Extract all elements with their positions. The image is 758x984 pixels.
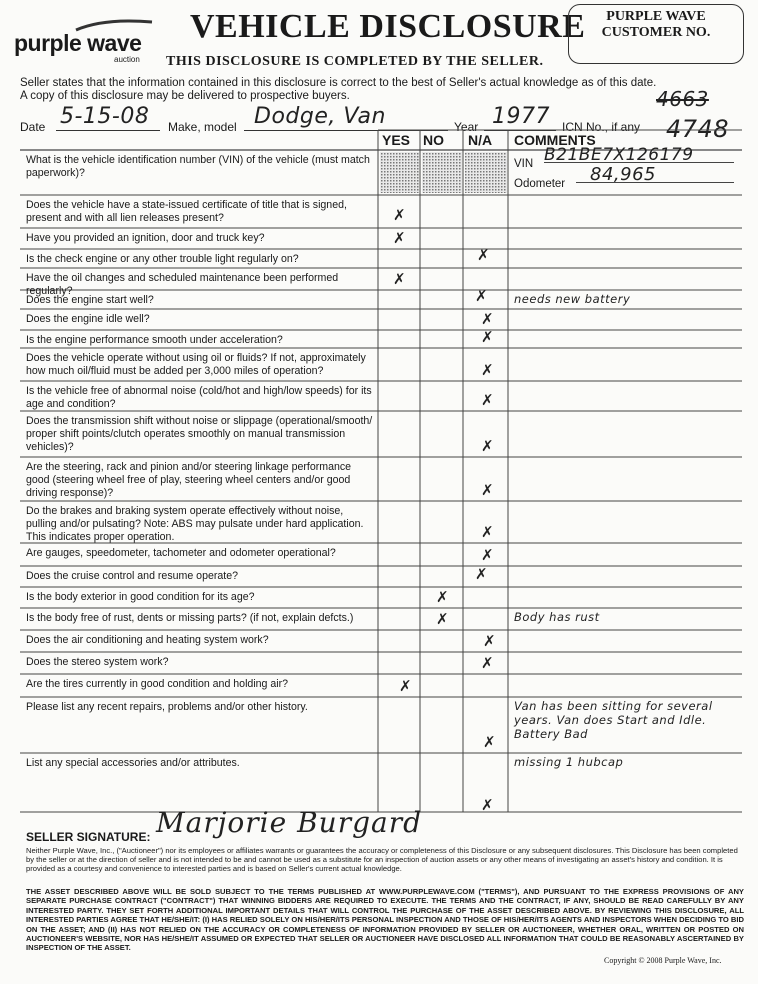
question-text: Are the steering, rack and pinion and/or steering linkage performance good (steering wheel free of play, steering wheel centers and/or good driving response)? [26, 461, 352, 499]
question-text: List any special accessories and/or attributes. [26, 757, 240, 769]
question-text: Does the vehicle operate without using oil or fluids? If not, approximately how much oil/fluid must be added per 3,000 miles of operation? [26, 352, 366, 377]
answer-mark-na[interactable]: ✗ [483, 733, 497, 751]
intro-line-2: A copy of this disclosure may be delivered to prospective buyers. [20, 90, 350, 102]
question-text: Have the oil changes and scheduled maintenance been performed regularly? [26, 272, 339, 297]
answer-mark-na[interactable]: ✗ [483, 632, 497, 650]
make-model-field[interactable]: Dodge, Van [244, 104, 448, 131]
terms-text: THE ASSET DESCRIBED ABOVE WILL BE SOLD SUBJECT TO THE TERMS PUBLISHED AT WWW.PURPLEWAVE.COM ("TERMS"), AND PURSUANT TO THE EXPRESS PROVISIONS OF ANY SEPARATE PURCHASE CONTRACT ("CONTRACT") THAT WINNING BIDDERS ARE REQUIRED TO EXECUTE. THE TERMS AND THE CONTRACT, IF ANY, SHOULD BE READ CAREFULLY BY ANY INTERESTED PARTY. THEY SET FORTH ADDITIONAL IMPORTANT DETAILS THAT WILL CONTROL THE PURCHASE OF THE ASSET DESCRIBED ABOVE. BY REVIEWING THIS DISCLOSURE, ALL INTERESTED PARTIES AGREE THAT HE/SHE/IT: (I) HAS RELIED SOLELY ON HIS/HER/ITS PERSONAL INSPECTION AND THOSE OF HIS/HER/ITS AGENTS AND INSPECTORS WHEN DECIDING TO BID ON THE ASSET; AND (II) HAS NOT RELIED ON THE ACCURACY OR COMPLETENESS OF INFORMATION PROVIDED BY SELLER OR AUCTIONEER, WHETHER ORAL, WRITTEN OR POSTED ON AUCTIONEER'S WEBSITE, NOR HAS HE/SHE/IT ASSUMED OR EXPECTED THAT SELLER OR AUCTIONEER HAVE DISCLOSED ALL INFORMATION THAT COULD BE REASONABLY ASCERTAINED BY INSPECTION OF THE ASSET. [26, 887, 744, 953]
odometer-label: Odometer [514, 178, 566, 190]
question-text: Does the cruise control and resume operate? [26, 570, 238, 582]
col-header-comments: COMMENTS [514, 132, 596, 148]
seller-signature[interactable]: Marjorie Burgard [156, 806, 423, 839]
answer-mark-na[interactable]: ✗ [475, 287, 489, 305]
intro-text [20, 77, 745, 103]
question-text: Is the vehicle free of abnormal noise (cold/hot and high/low speeds) for its age and condition? [26, 385, 372, 410]
vin-row-shading [380, 152, 507, 193]
signature-label: SELLER SIGNATURE: [26, 830, 151, 844]
question-text: Does the air conditioning and heating system work? [26, 634, 269, 646]
answer-mark-na[interactable]: ✗ [481, 523, 495, 541]
answer-mark-yes[interactable]: ✗ [393, 270, 407, 288]
vin-field[interactable]: B21BE7X126179 [544, 148, 734, 163]
answer-mark-na[interactable]: ✗ [481, 796, 495, 814]
year-label: Year [454, 120, 479, 134]
col-header-yes: YES [382, 132, 411, 148]
answer-mark-yes[interactable]: ✗ [399, 677, 413, 695]
answer-mark-na[interactable]: ✗ [481, 546, 495, 564]
answer-mark-na[interactable]: ✗ [481, 328, 495, 346]
question-text: Are the tires currently in good condition and holding air? [26, 678, 289, 690]
answer-mark-yes[interactable]: ✗ [393, 229, 407, 247]
comment-field[interactable]: missing 1 hubcap [514, 755, 624, 769]
comment-field[interactable]: needs new battery [514, 292, 631, 306]
odometer-field[interactable]: 84,965 [576, 168, 734, 183]
logo-subtext: auction [114, 55, 140, 64]
copyright: Copyright © 2008 Purple Wave, Inc. [604, 956, 722, 965]
icn-field[interactable]: 4748 [666, 115, 730, 143]
intro-line-1: Seller states that the information contained in this disclosure is correct to the best of Seller's actual knowledge as of this date. [20, 77, 657, 89]
question-text: What is the vehicle identification number (VIN) of the vehicle (must match paperwork)? [26, 154, 370, 179]
purple-wave-logo [14, 16, 174, 64]
answer-mark-na[interactable]: ✗ [475, 565, 489, 583]
question-text: Does the transmission shift without noise or slippage (operational/smooth/ proper shift points/clutch operates smoothly on manual transmission vehicles)? [26, 415, 373, 453]
question-text: Is the check engine or any other trouble light regularly on? [26, 253, 299, 265]
answer-mark-yes[interactable]: ✗ [393, 206, 407, 224]
comment-field[interactable]: Body has rust [514, 610, 600, 624]
year-field[interactable]: 1977 [484, 104, 556, 131]
col-header-no: NO [423, 132, 444, 148]
page-title: VEHICLE DISCLOSURE [190, 8, 586, 45]
answer-mark-na[interactable]: ✗ [481, 481, 495, 499]
comment-field[interactable]: Van has been sitting for several years. Van does Start and Idle. Battery Bad [514, 699, 713, 741]
answer-mark-no[interactable]: ✗ [436, 588, 450, 606]
answer-mark-na[interactable]: ✗ [481, 437, 495, 455]
question-text: Does the engine start well? [26, 294, 154, 306]
date-field[interactable]: 5-15-08 [56, 104, 160, 131]
question-text: Does the stereo system work? [26, 656, 169, 668]
question-text: Have you provided an ignition, door and truck key? [26, 232, 265, 244]
disclaimer-text: Neither Purple Wave, Inc., ("Auctioneer") nor its employees or affiliates warrants or guarantees the accuracy or completeness of this Disclosure or any subsequent disclosures. This Disclosure has been completed by the seller or at the direction of seller and is not intended to be and cannot be used as a substitute for an inspection of auction assets or any other means of investigating an asset's history and condition. It is provided as a courtesy and convenience to interested parties and is based on Seller's current actual knowledge. [26, 846, 738, 873]
question-text: Are gauges, speedometer, tachometer and odometer operational? [26, 547, 336, 559]
answer-mark-na[interactable]: ✗ [481, 654, 495, 672]
vin-label: VIN [514, 158, 534, 170]
answer-mark-na[interactable]: ✗ [481, 361, 495, 379]
answer-mark-na[interactable]: ✗ [477, 246, 491, 264]
customer-box-line-2: CUSTOMER NO. [601, 25, 711, 40]
page-subtitle: THIS DISCLOSURE IS COMPLETED BY THE SELLER. [166, 54, 544, 69]
icn-label: ICN No., if any [562, 120, 641, 134]
question-text: Please list any recent repairs, problems and/or other history. [26, 701, 308, 713]
answer-mark-na[interactable]: ✗ [481, 310, 495, 328]
question-text: Do the brakes and braking system operate effectively without noise, pulling and/or pulsating? Note: ABS may pulsate under hard application. This indicates proper operation. [26, 505, 364, 543]
customer-number-box[interactable] [568, 4, 744, 64]
answer-mark-na[interactable]: ✗ [481, 391, 495, 409]
question-text: Is the body free of rust, dents or missing parts? (if not, explain defcts.) [26, 612, 354, 624]
make-model-label: Make, model [168, 120, 237, 134]
question-text: Does the vehicle have a state-issued certificate of title that is signed, present and with all lien releases present? [26, 199, 347, 224]
logo-name: purple wave [14, 30, 142, 56]
customer-box-line-1: PURPLE WAVE [606, 9, 706, 24]
answer-mark-no[interactable]: ✗ [436, 610, 450, 628]
question-text: Does the engine idle well? [26, 313, 150, 325]
icn-struck-value: 4663 [656, 87, 709, 111]
date-label: Date [20, 120, 46, 134]
question-text: Is the engine performance smooth under acceleration? [26, 334, 283, 346]
question-text: Is the body exterior in good condition for its age? [26, 591, 255, 603]
col-header-na: N/A [468, 132, 493, 148]
